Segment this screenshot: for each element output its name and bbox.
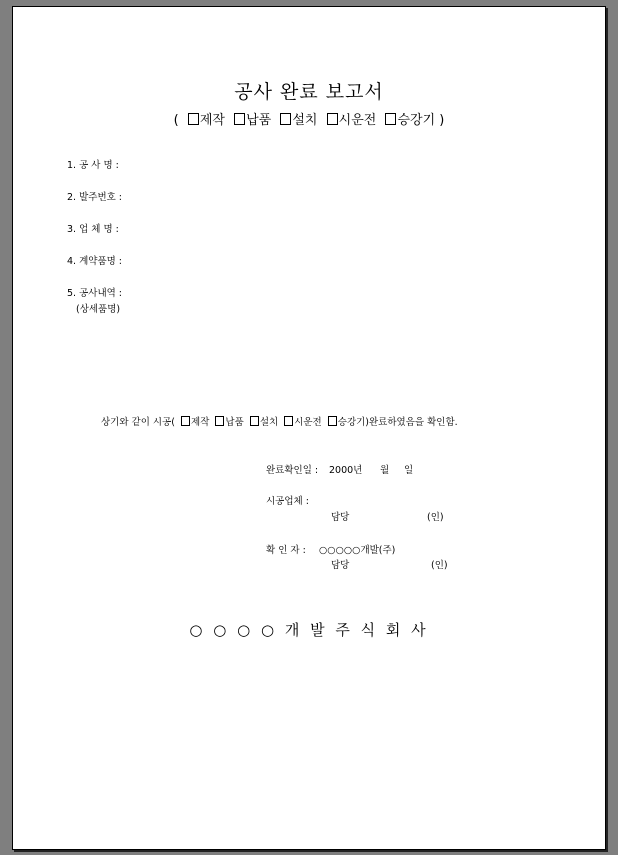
checkbox-icon[interactable]: [250, 416, 259, 426]
option-label: 제작: [199, 113, 225, 128]
close-paren: ): [439, 113, 445, 128]
checkbox-icon[interactable]: [280, 113, 291, 125]
contractor-label: 시공업체 :: [266, 496, 309, 507]
document-title: 공사 완료 보고서: [234, 81, 384, 103]
option-label: 시운전: [338, 113, 377, 128]
open-paren: (: [173, 113, 179, 128]
confirmation-suffix: )완료하였음을 확인함.: [365, 417, 458, 428]
field-project-name: 1. 공 사 명 :: [67, 160, 119, 171]
field-company-name: 3. 업 체 명 :: [67, 224, 119, 235]
field-work-details: 5. 공사내역 :: [67, 288, 123, 299]
checkbox-icon[interactable]: [284, 416, 293, 426]
confirmation-prefix: 상기와 같이 시공(: [101, 417, 175, 428]
checkbox-icon[interactable]: [328, 416, 337, 426]
checkbox-icon[interactable]: [188, 113, 199, 125]
checkbox-icon[interactable]: [327, 113, 338, 125]
checkbox-icon[interactable]: [385, 113, 396, 125]
contractor-person-label: 담당: [331, 512, 350, 523]
option-label: 제작: [191, 417, 210, 428]
company-name: ○ ○ ○ ○ 개 발 주 식 회 사: [189, 621, 429, 639]
contractor-seal: (인): [427, 512, 444, 523]
confirmer-person-label: 담당: [331, 560, 350, 571]
option-label: 승강기: [337, 417, 366, 428]
option-label: 설치: [259, 417, 279, 428]
completion-day: 일: [404, 465, 414, 476]
option-label: 납품: [225, 417, 244, 428]
option-label: 설치: [292, 113, 318, 128]
checkbox-icon[interactable]: [234, 113, 245, 125]
checkbox-icon[interactable]: [181, 416, 190, 426]
completion-date-label: 완료확인일 :: [266, 465, 319, 476]
completion-month: 월: [380, 465, 390, 476]
field-contract-item: 4. 계약품명 :: [67, 256, 123, 267]
field-work-details-sub: (상세품명): [76, 304, 121, 315]
document-page: [12, 6, 606, 850]
completion-year: 2000년: [329, 465, 363, 476]
confirmer-label: 확 인 자 :: [266, 545, 306, 556]
field-order-number: 2. 발주번호 :: [67, 192, 123, 203]
work-type-options: [13, 109, 605, 128]
confirmer-seal: (인): [431, 560, 448, 571]
option-label: 납품: [246, 113, 272, 128]
option-label: 시운전: [294, 417, 322, 428]
checkbox-icon[interactable]: [215, 416, 224, 426]
confirmation-sentence: [101, 414, 458, 428]
option-label: 승강기: [397, 113, 436, 128]
confirmer-value: ○○○○○개발(주): [319, 545, 396, 556]
